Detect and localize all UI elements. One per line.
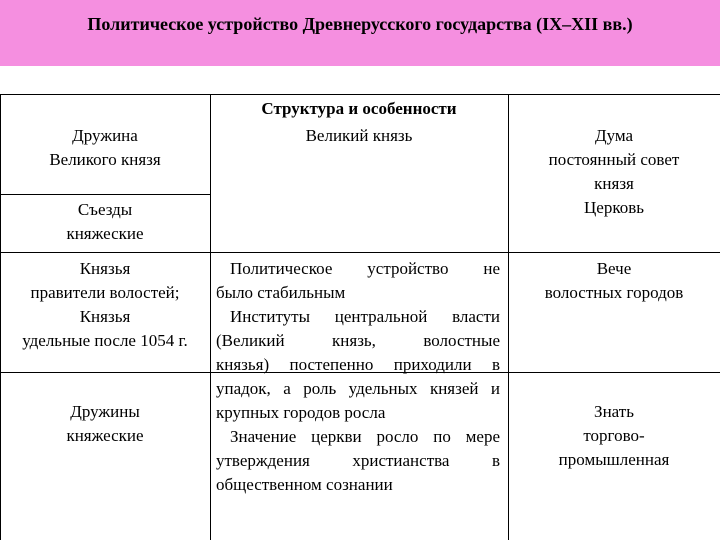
left-row-divider-1 [0, 194, 210, 195]
sezdy-line-1: Съезды [77, 200, 133, 219]
sezdy-cell [0, 198, 210, 246]
veche-line-1: Вече [596, 259, 632, 278]
center-text-line-1: Политическое устройство не [230, 259, 500, 278]
column-divider-1 [210, 94, 211, 540]
knyazya-cell [0, 257, 210, 353]
knyazya-line-4: удельные после 1054 г. [22, 331, 188, 350]
knyazya-line-2: правители волостей; [30, 283, 180, 302]
duma-line-2: постоянный совет [548, 150, 680, 169]
row-divider [0, 252, 720, 253]
center-text-line-10: общественном сознании [216, 475, 393, 494]
header-banner [0, 0, 720, 66]
structure-table [0, 94, 720, 540]
veche-line-2: волостных городов [544, 283, 684, 302]
center-text-line-2: было стабильным [216, 283, 346, 302]
table-border-top [0, 94, 720, 95]
duma-line-1: Дума [594, 126, 634, 145]
druzhina-line-1: Дружина [72, 126, 138, 145]
velikiy-knyaz-cell: Великий князь [305, 126, 413, 145]
center-text-line-4: (Великий князь, волостные [216, 331, 500, 350]
znat-line-3: промышленная [558, 450, 670, 469]
sezdy-line-2: княжеские [66, 224, 144, 243]
knyazya-line-3: Князья [79, 307, 131, 326]
center-text-line-5: князья) постепенно приходили в [216, 355, 500, 374]
veche-cell [508, 257, 720, 305]
center-text-line-8: Значение церкви росло по мере [230, 427, 500, 446]
duma-cell [508, 124, 720, 220]
center-text-line-3: Институты центральной власти [230, 307, 500, 326]
znat-line-2: торгово- [583, 426, 645, 445]
center-text-line-6: упадок, а роль удельных князей и [216, 379, 500, 398]
page-title: Политическое устройство Древнерусского государства (IX–XII вв.) [87, 14, 633, 34]
knyazya-line-1: Князья [79, 259, 131, 278]
tserkov-line: Церковь [584, 198, 644, 217]
druzhiny-line-2: княжеские [66, 426, 144, 445]
center-text-line-9: утверждения христианства в [216, 451, 500, 470]
political-structure-text [216, 257, 500, 497]
center-text-line-7: крупных городов росла [216, 403, 386, 422]
druzhiny-cell [0, 400, 210, 448]
table-heading: Структура и особенности [261, 99, 457, 118]
duma-line-3: князя [594, 174, 634, 193]
znat-line-1: Знать [594, 402, 634, 421]
druzhiny-line-1: Дружины [70, 402, 140, 421]
druzhina-line-2: Великого князя [49, 150, 161, 169]
znat-cell [508, 400, 720, 472]
druzhina-cell [0, 124, 210, 172]
